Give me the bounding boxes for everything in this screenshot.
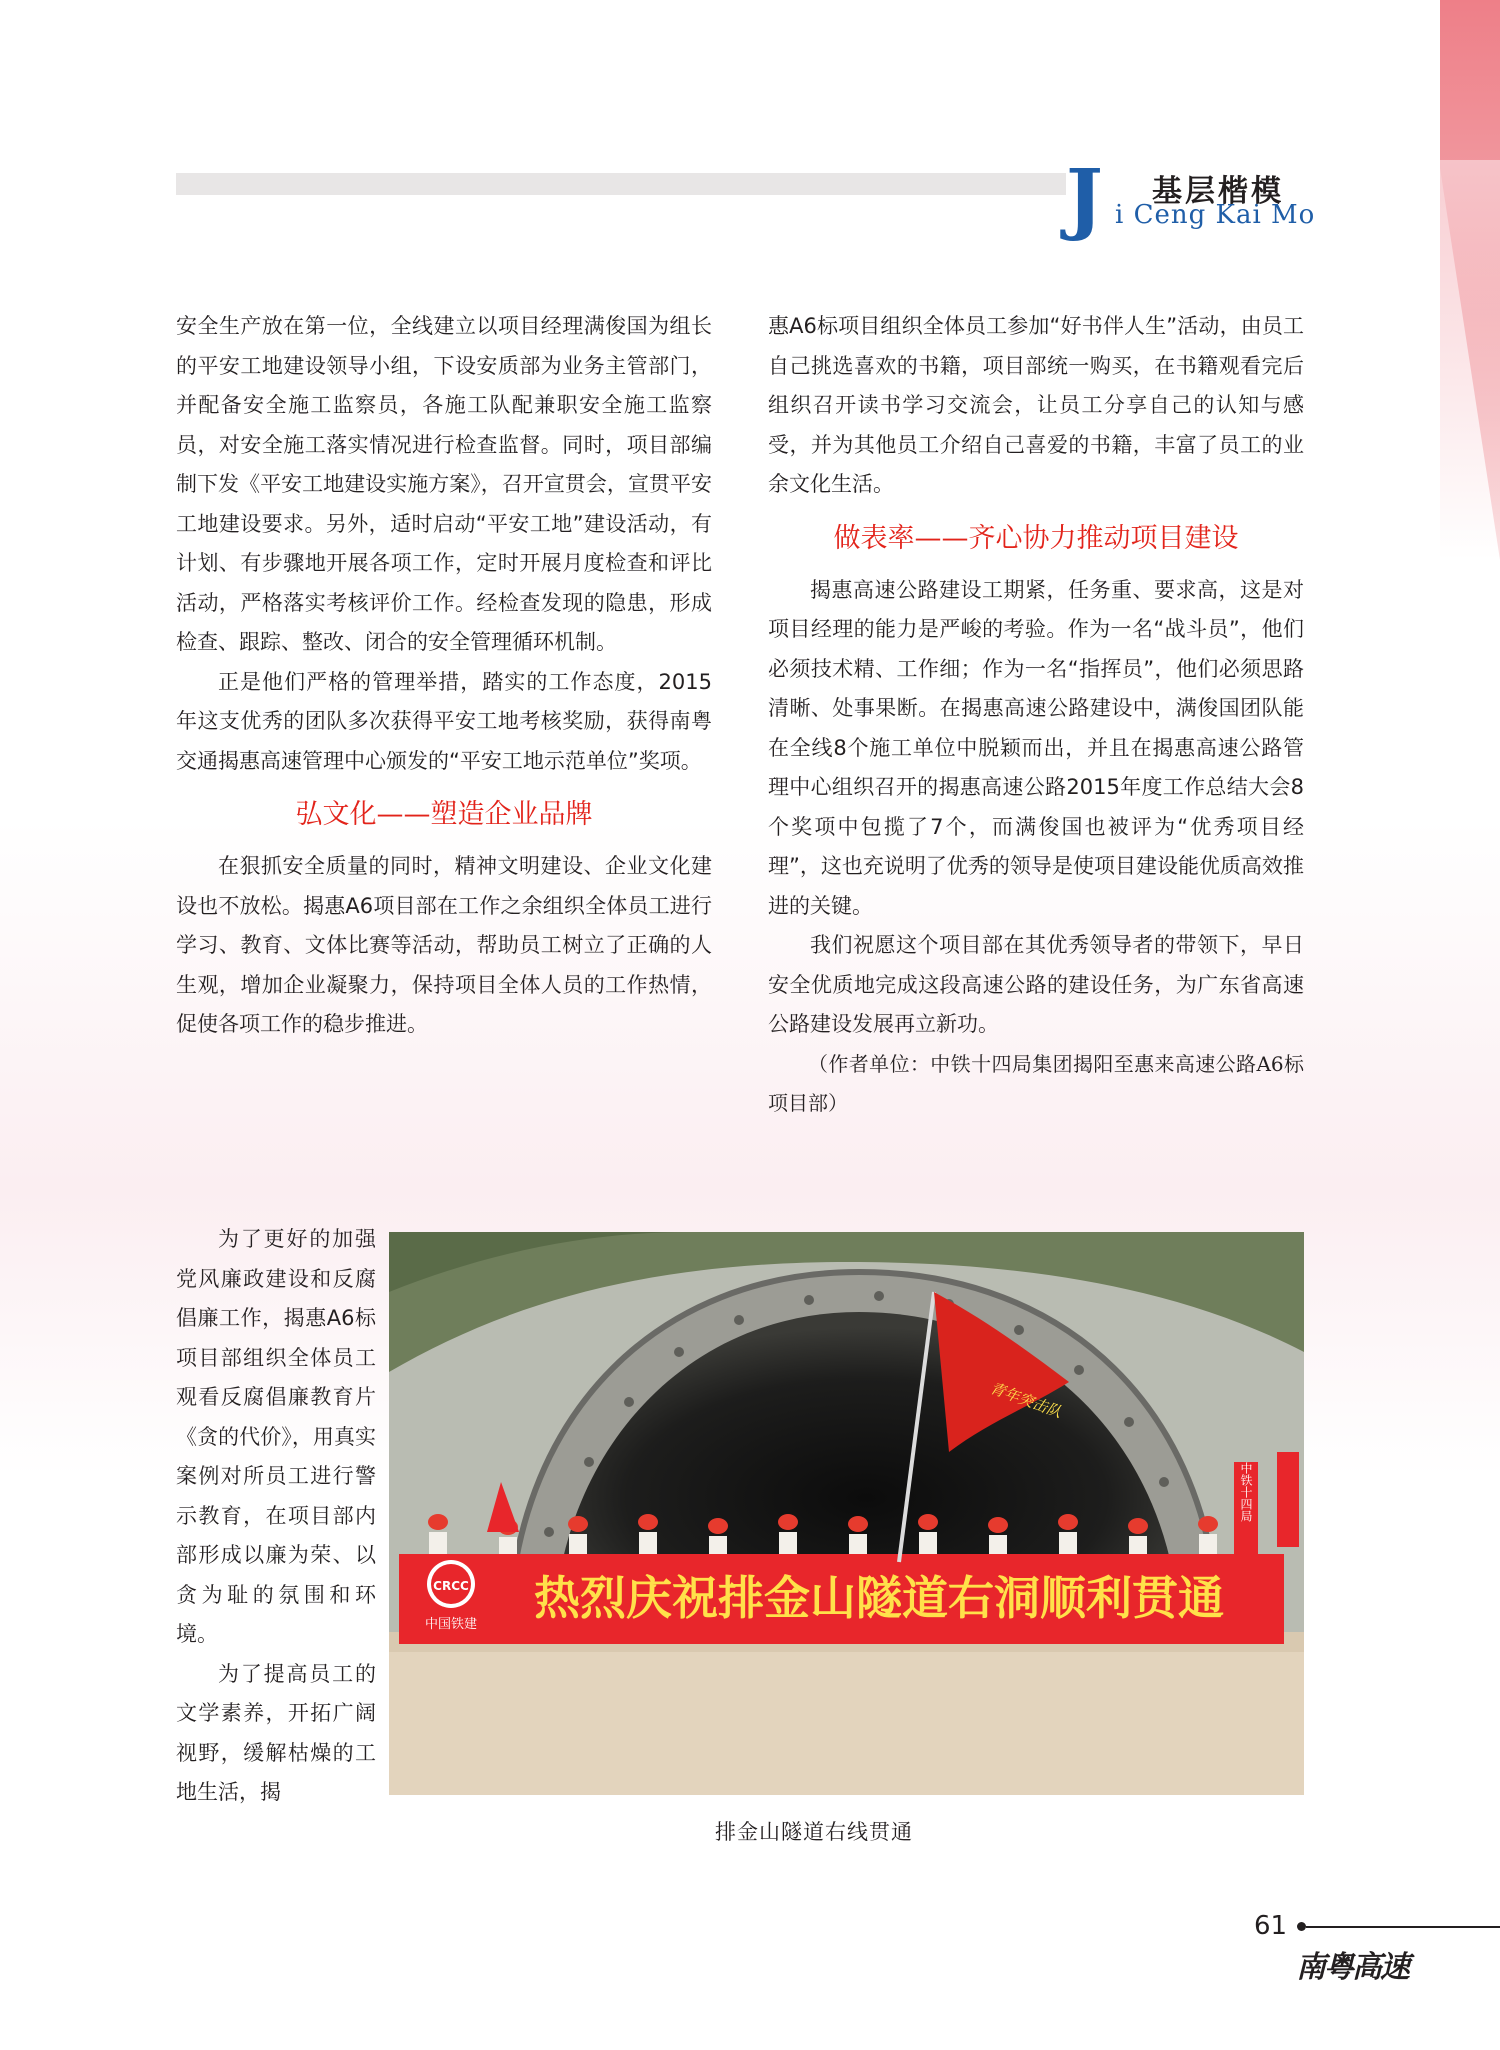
paragraph: 在狠抓安全质量的同时，精神文明建设、企业文化建设也不放松。揭惠A6项目部在工作之余组织全体员工进行学习、教育、文体比赛等活动，帮助员工树立了正确的人生观，增加企业凝聚力，保持项目全体人员的工作热情，促使各项工作的稳步推进。 bbox=[176, 854, 712, 1036]
photo-caption: 排金山隧道右线贯通 bbox=[715, 1820, 913, 1844]
banner-text: 热烈庆祝排金山隧道右洞顺利贯通 bbox=[534, 1571, 1224, 1625]
right-column bbox=[768, 307, 1304, 1124]
tunnel-photo-illustration bbox=[389, 1232, 1304, 1795]
narrow-column bbox=[176, 1220, 376, 1813]
section-heading: 弘文化——塑造企业品牌 bbox=[295, 799, 593, 830]
paragraph: 正是他们严格的管理举措，踏实的工作态度，2015年这支优秀的团队多次获得平安工地考核奖励，获得南粤交通揭惠高速管理中心颁发的“平安工地示范单位”奖项。 bbox=[176, 669, 712, 773]
flag-text: 青年突击队 bbox=[987, 1378, 1065, 1422]
header-bar bbox=[176, 173, 1066, 195]
paragraph: 为了更好的加强党风廉政建设和反腐倡廉工作，揭惠A6标项目部组织全体员工观看反腐倡廉教育片《贪的代价》，用真实案例对所员工进行警示教育，在项目部内部形成以廉为荣、以贪为耻的氛围和环境。 bbox=[176, 1227, 376, 1646]
author-affiliation: （作者单位：中铁十四局集团揭阳至惠来高速公路A6标项目部） bbox=[768, 1051, 1304, 1115]
magazine-title: 南粤高速 bbox=[1296, 1950, 1408, 1985]
banner-logo: CRCC bbox=[433, 1579, 469, 1593]
paragraph: 我们祝愿这个项目部在其优秀领导者的带领下，早日安全优质地完成这段高速公路的建设任务，为广东省高速公路建设发展再立新功。 bbox=[768, 933, 1304, 1036]
page-dot bbox=[1297, 1922, 1306, 1931]
header-initial: J bbox=[1066, 153, 1103, 244]
left-column bbox=[176, 307, 712, 1045]
corner-decoration-fade bbox=[1440, 160, 1500, 560]
page-rule bbox=[1306, 1926, 1500, 1928]
paragraph: 揭惠高速公路建设工期紧，任务重、要求高，这是对项目经理的能力是严峻的考验。作为一名“战斗员”，他们必须技术精、工作细；作为一名“指挥员”，他们必须思路清晰、处事果断。在揭惠高速公路建设中，满俊国团队能在全线8个施工单位中脱颖而出，并且在揭惠高速公路管理中心组织召开的揭惠高速公路2015年度工作总结大会8个奖项中包揽了7个，而满俊国也被评为“优秀项目经理”，这也充说明了优秀的领导是使项目建设能优质高效推进的关键。 bbox=[768, 577, 1304, 918]
tunnel-photo bbox=[389, 1232, 1304, 1795]
paragraph: 为了提高员工的文学素养，开拓广阔视野，缓解枯燥的工地生活，揭 bbox=[176, 1661, 376, 1804]
side-banner-text: 中铁十四局 bbox=[1239, 1462, 1253, 1522]
paragraph: 安全生产放在第一位，全线建立以项目经理满俊国为组长的平安工地建设领导小组，下设安质部为业务主管部门，并配备安全施工监察员，各施工队配兼职安全施工监察员，对安全施工落实情况进行检查监督。同时，项目部编制下发《平安工地建设实施方案》，召开宣贯会，宣贯平安工地建设要求。另外，适时启动“平安工地”建设活动，有计划、有步骤地开展各项工作，定时开展月度检查和评比活动，严格落实考核评价工作。经检查发现的隐患，形成检查、跟踪、整改、闭合的安全管理循环机制。 bbox=[176, 314, 712, 654]
banner-logo-sub: 中国铁建 bbox=[424, 1617, 478, 1632]
section-title-en: i Ceng Kai Mo bbox=[1115, 200, 1316, 230]
section-heading: 做表率——齐心协力推动项目建设 bbox=[833, 522, 1239, 554]
page-number: 61 bbox=[1254, 1911, 1288, 1941]
section-title-cn: 基层楷模 bbox=[1152, 174, 1284, 209]
paragraph: 惠A6标项目组织全体员工参加“好书伴人生”活动，由员工自己挑选喜欢的书籍，项目部统一购买，在书籍观看完后组织召开读书学习交流会，让员工分享自己的认知与感受，并为其他员工介绍自己喜爱的书籍，丰富了员工的业余文化生活。 bbox=[768, 314, 1304, 496]
